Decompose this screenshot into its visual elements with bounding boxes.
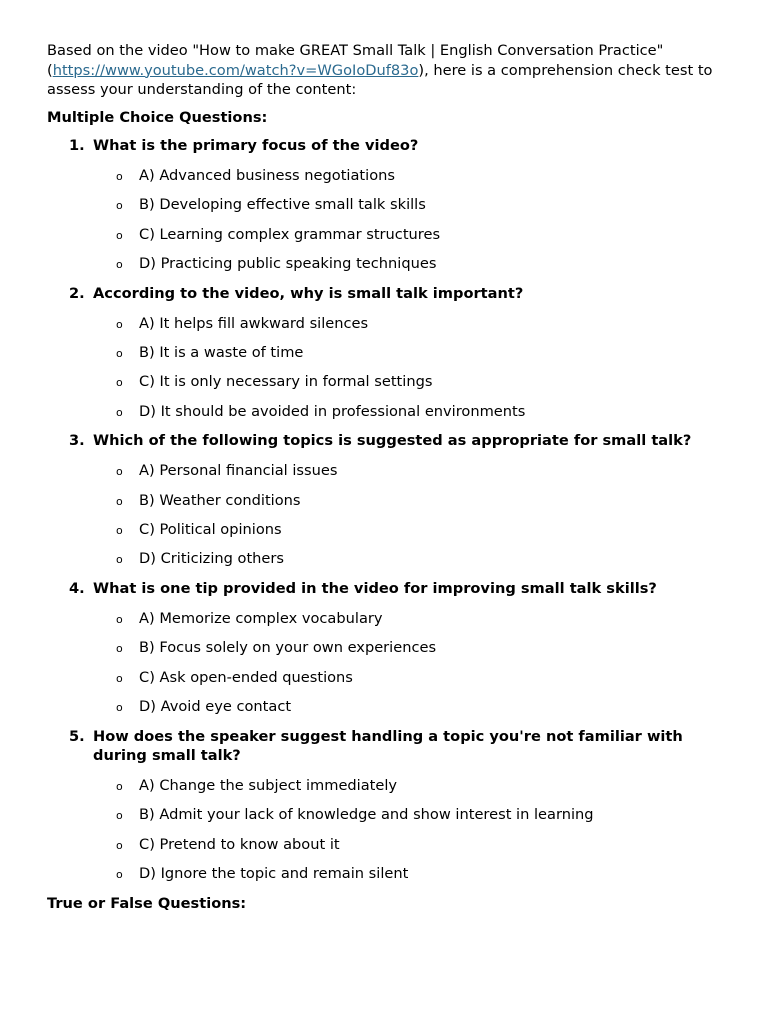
option-text: D) Practicing public speaking techniques: [139, 255, 437, 273]
bullet-icon: o: [116, 779, 123, 793]
question-number: 4.: [69, 579, 85, 597]
option-text: A) It helps fill awkward silences: [139, 314, 369, 332]
question-number: 1.: [69, 137, 85, 155]
option-item: [47, 166, 722, 186]
bullet-icon: o: [116, 317, 123, 331]
option-item: [47, 697, 722, 717]
question-3: [47, 431, 722, 569]
question-line: [47, 431, 722, 451]
true-false-heading: True or False Questions:: [47, 894, 247, 912]
question-1: [47, 136, 722, 274]
bullet-icon: o: [116, 671, 123, 685]
question-4: [47, 579, 722, 717]
question-text: Which of the following topics is suggested as appropriate for small talk?: [93, 432, 692, 450]
question-number: 5.: [69, 727, 85, 745]
question-number: 3.: [69, 432, 85, 450]
option-text: A) Advanced business negotiations: [139, 166, 395, 184]
bullet-icon: o: [116, 405, 123, 419]
option-text: A) Change the subject immediately: [139, 776, 398, 794]
option-item: [47, 549, 722, 569]
option-text: C) Ask open-ended questions: [139, 668, 353, 686]
option-list: [47, 776, 722, 884]
intro-suffix: ), here is a comprehension check test to assess your understanding of the content:: [47, 61, 713, 99]
question-number: 2.: [69, 284, 85, 302]
option-list: [47, 314, 722, 422]
option-list: [47, 609, 722, 717]
option-text: C) Pretend to know about it: [139, 835, 340, 853]
bullet-icon: o: [116, 524, 123, 537]
option-item: [47, 638, 722, 658]
question-line: [47, 136, 722, 156]
option-item: [47, 343, 722, 363]
intro-paragraph: [47, 41, 722, 100]
option-item: [47, 668, 722, 688]
bullet-icon: o: [116, 642, 123, 656]
option-item: [47, 372, 722, 392]
option-item: [47, 491, 722, 511]
option-text: C) Learning complex grammar structures: [139, 225, 441, 243]
option-list: [47, 166, 722, 274]
option-item: [47, 461, 722, 481]
bullet-icon: o: [116, 258, 123, 272]
option-text: C) It is only necessary in formal settings: [139, 373, 433, 391]
option-text: C) Political opinions: [139, 521, 282, 538]
bullet-icon: o: [116, 494, 123, 508]
option-item: [47, 314, 722, 334]
question-line: [47, 284, 722, 304]
option-text: B) Admit your lack of knowledge and show interest in learning: [139, 806, 594, 824]
option-text: A) Memorize complex vocabulary: [139, 609, 383, 627]
question-text: What is the primary focus of the video?: [93, 137, 419, 155]
option-item: [47, 609, 722, 629]
option-item: [47, 195, 722, 215]
question-5: [47, 727, 722, 884]
option-text: B) It is a waste of time: [139, 343, 304, 361]
bullet-icon: o: [116, 465, 123, 479]
multiple-choice-heading: Multiple Choice Questions:: [47, 108, 268, 126]
bullet-icon: o: [116, 228, 123, 242]
bullet-icon: o: [116, 169, 123, 183]
question-list: [47, 136, 722, 883]
option-text: D) Ignore the topic and remain silent: [139, 865, 409, 883]
option-text: B) Weather conditions: [139, 491, 301, 509]
option-item: [47, 402, 722, 422]
option-text: A) Personal financial issues: [139, 462, 338, 480]
bullet-icon: o: [116, 612, 123, 626]
video-link[interactable]: https://www.youtube.com/watch?v=WGoIoDuf83o: [52, 61, 419, 79]
bullet-icon: o: [116, 701, 123, 715]
option-text: B) Developing effective small talk skills: [139, 196, 426, 214]
bullet-icon: o: [116, 376, 123, 390]
option-text: B) Focus solely on your own experiences: [139, 639, 437, 657]
option-item: [47, 805, 722, 825]
option-list: [47, 461, 722, 569]
option-item: [47, 254, 722, 274]
bullet-icon: o: [116, 809, 123, 823]
option-text: D) It should be avoided in professional environments: [139, 402, 526, 420]
option-item: [47, 520, 722, 540]
option-item: [47, 835, 722, 855]
bullet-icon: o: [116, 868, 123, 882]
question-2: [47, 284, 722, 422]
option-text: D) Criticizing others: [139, 550, 285, 568]
question-text: According to the video, why is small talk important?: [93, 284, 524, 302]
bullet-icon: o: [116, 838, 123, 852]
question-line: [47, 727, 722, 766]
bullet-icon: o: [116, 553, 123, 567]
option-item: [47, 776, 722, 796]
question-text: How does the speaker suggest handling a topic you're not familiar with during small talk?: [93, 727, 683, 765]
question-line: [47, 579, 722, 599]
option-item: [47, 225, 722, 245]
option-item: [47, 864, 722, 884]
question-text: What is one tip provided in the video for improving small talk skills?: [93, 579, 657, 597]
option-text: D) Avoid eye contact: [139, 698, 292, 716]
intro-prefix: Based on the video "How to make GREAT Small Talk | English Conversation Practice" (: [47, 42, 664, 79]
bullet-icon: o: [116, 346, 123, 360]
bullet-icon: o: [116, 199, 123, 213]
